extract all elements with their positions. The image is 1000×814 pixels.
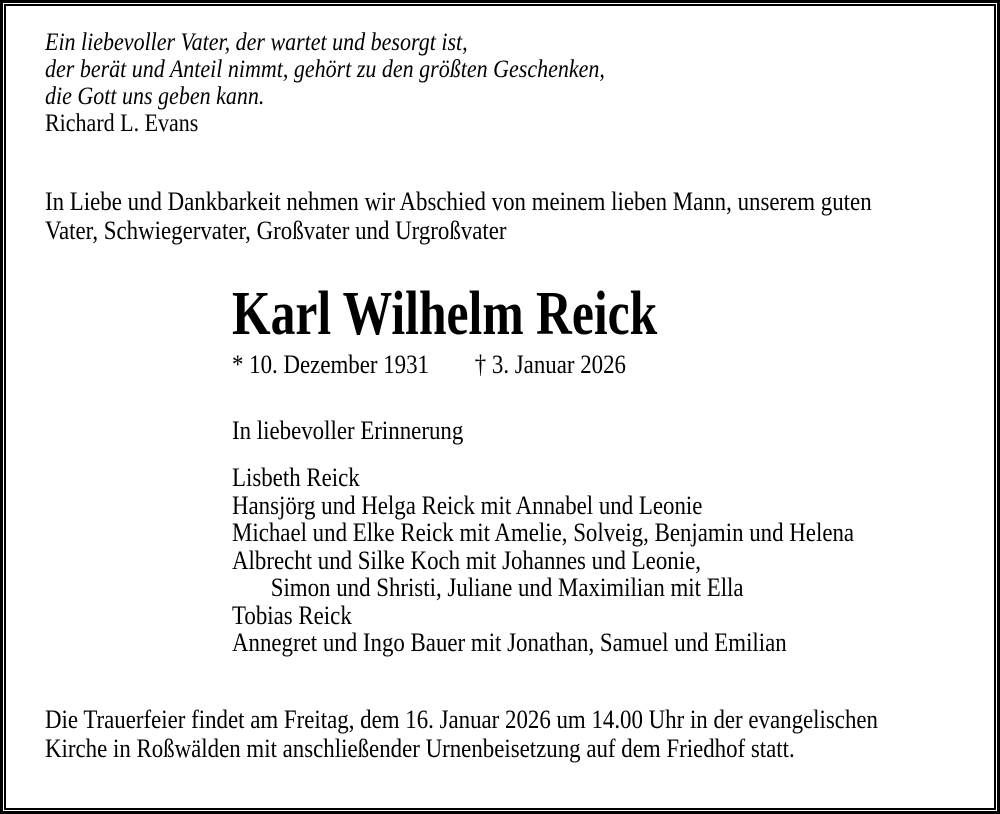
mourner-row: Tobias Reick [232,600,352,630]
life-dates [232,351,626,379]
funeral-line-2: Kirche in Roßwälden mit anschließender Urnenbeisetzung auf dem Friedhof statt. [45,734,795,763]
mourner-row: Michael und Elke Reick mit Amelie, Solveig, Benjamin und Helena [232,518,855,547]
mourner-row: Lisbeth Reick [232,463,360,492]
quote-line-2: der berät und Anteil nimmt, gehört zu den größten Geschenken, [45,56,605,83]
quote-line-1: Ein liebevoller Vater, der wartet und besorgt ist, [45,29,468,56]
deceased-name: Karl Wilhelm Reick [232,280,658,348]
funeral-line-1: Die Trauerfeier findet am Freitag, dem 16. Januar 2026 um 14.00 Uhr in der evangelischen [45,705,878,734]
quote-attribution: Richard L. Evans [45,110,199,137]
mourner-row-indented: Simon und Shristi, Juliane und Maximilian mit Ella [270,573,744,602]
funeral-info-paragraph [45,705,992,763]
mourner-row: Annegret und Ingo Bauer mit Jonathan, Samuel und Emilian [232,628,787,657]
mourners-list [232,464,939,657]
mourner-row: Hansjörg und Helga Reick mit Annabel und Leonie [232,490,703,520]
intro-line-1: In Liebe und Dankbarkeit nehmen wir Abschied von meinem lieben Mann, unserem guten [45,187,872,216]
intro-line-2: Vater, Schwiegervater, Großvater und Urgroßvater [45,215,507,245]
death-date: † 3. Januar 2026 [474,350,626,379]
quote-line-3: die Gott uns geben kann. [45,83,265,110]
mourner-row: Albrecht und Silke Koch mit Johannes und Leonie, [232,545,701,575]
remembrance-line: In liebevoller Erinnerung [232,416,464,445]
intro-paragraph [45,188,984,245]
birth-date: * 10. Dezember 1931 [232,350,429,379]
quote-block [45,29,681,137]
